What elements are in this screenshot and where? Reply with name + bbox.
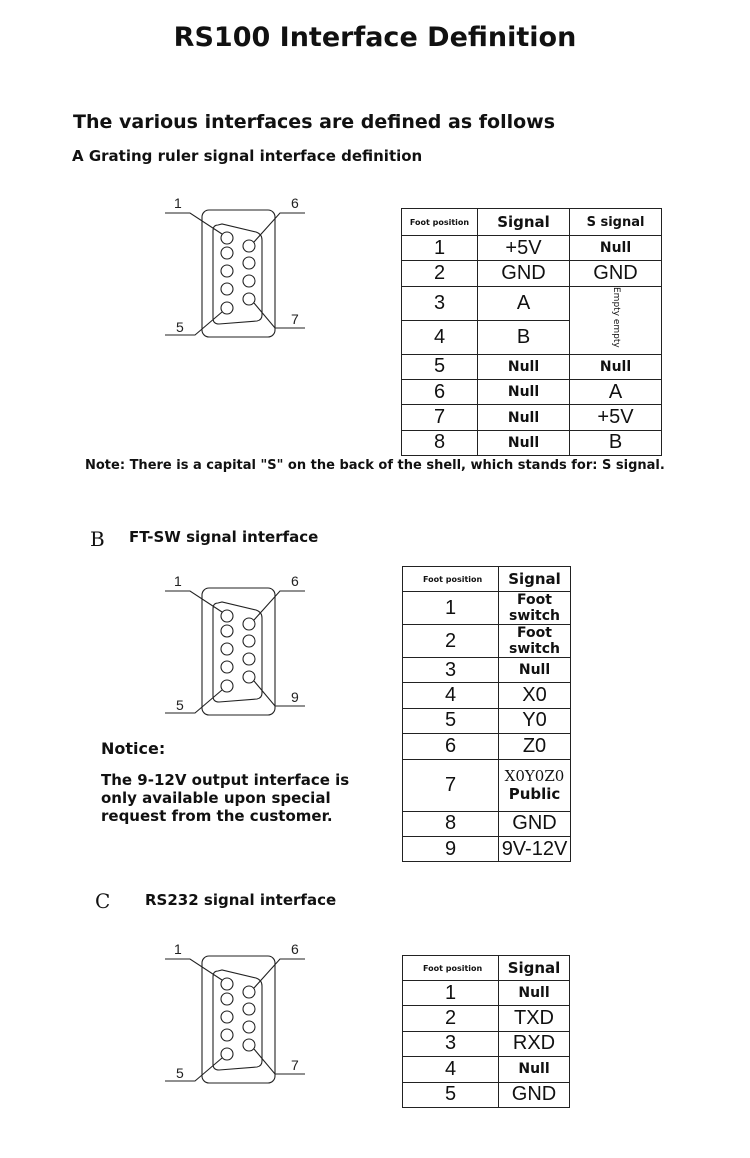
signal-cell: GND <box>499 1082 570 1107</box>
signal-cell: GND <box>499 811 571 836</box>
table-row <box>402 430 662 455</box>
signal-cell: Null <box>478 430 570 455</box>
pin-number: 3 <box>403 658 499 683</box>
signal-cell: 9V-12V <box>499 836 571 861</box>
notice-title: Notice: <box>101 739 166 758</box>
section-c-letter: C <box>95 889 111 913</box>
signal-cell: Foot switch <box>499 592 571 625</box>
signal-cell: Z0 <box>499 734 571 759</box>
pin-hole <box>243 293 255 305</box>
pin-hole <box>243 275 255 287</box>
pin-hole <box>243 671 255 683</box>
db9-connector-diagram-c <box>160 936 310 1086</box>
pin-label: 6 <box>291 573 299 589</box>
pin-number: 2 <box>402 261 478 286</box>
signal-cell: A <box>478 286 570 320</box>
pin-hole <box>221 661 233 673</box>
s-signal-cell: Null <box>570 236 662 261</box>
pin-hole <box>243 635 255 647</box>
connector-d-face <box>213 970 262 1070</box>
table-row <box>403 1031 570 1056</box>
notice-body: The 9-12V output interface is only available upon special request from the customer. <box>101 771 350 825</box>
signal-cell: Null <box>499 658 571 683</box>
table-row <box>403 836 571 861</box>
pin-hole <box>243 653 255 665</box>
pin-label: 5 <box>176 319 184 335</box>
pin-hole <box>243 1039 255 1051</box>
pin-number: 6 <box>402 379 478 404</box>
pin-hole <box>221 1011 233 1023</box>
pin-hole <box>221 1048 233 1060</box>
header-signal: Signal <box>499 567 571 592</box>
header-signal: Signal <box>499 956 570 981</box>
pin-hole <box>221 1029 233 1041</box>
header-s-signal: S signal <box>570 209 662 236</box>
pin-hole <box>221 625 233 637</box>
pin-label: 5 <box>176 697 184 713</box>
s-signal-cell: A <box>570 379 662 404</box>
signal-cell: B <box>478 320 570 354</box>
pin-number: 1 <box>402 236 478 261</box>
pin-label: 6 <box>291 195 299 211</box>
pin-hole <box>243 240 255 252</box>
table-row <box>403 658 571 683</box>
db9-connector-diagram-b <box>160 568 310 718</box>
signal-cell: TXD <box>499 1006 570 1031</box>
section-b-letter: B <box>90 527 105 551</box>
signal-cell: RXD <box>499 1031 570 1056</box>
table-row <box>403 1057 570 1082</box>
signal-line: Public <box>508 785 561 804</box>
table-row <box>403 811 571 836</box>
connector-d-face <box>213 224 262 324</box>
pin-hole <box>221 265 233 277</box>
pin-label: 5 <box>176 1065 184 1081</box>
signal-cell: X0 <box>499 683 571 708</box>
pin-table-a <box>401 208 662 456</box>
pin-label: 6 <box>291 941 299 957</box>
table-row <box>403 759 571 811</box>
pin-number: 1 <box>403 592 499 625</box>
pin-label: 1 <box>174 195 182 211</box>
s-signal-cell: B <box>570 430 662 455</box>
pin-number: 4 <box>403 1057 499 1082</box>
pin-hole <box>243 1003 255 1015</box>
table-row <box>402 236 662 261</box>
pin-label: 1 <box>174 573 182 589</box>
signal-cell: Null <box>499 1057 570 1082</box>
pin-number: 2 <box>403 1006 499 1031</box>
table-row <box>402 286 662 320</box>
pin-number: 9 <box>403 836 499 861</box>
table-row <box>403 734 571 759</box>
pin-number: 6 <box>403 734 499 759</box>
table-row <box>403 708 571 733</box>
intro-heading: The various interfaces are defined as follows <box>73 111 556 133</box>
signal-cell: Foot switch <box>499 625 571 658</box>
pin-hole <box>221 283 233 295</box>
pin-number: 1 <box>403 981 499 1006</box>
pin-number: 8 <box>402 430 478 455</box>
pin-number: 5 <box>403 1082 499 1107</box>
pin-hole <box>243 257 255 269</box>
pin-number: 7 <box>402 405 478 430</box>
s-signal-cell: +5V <box>570 405 662 430</box>
signal-cell: GND <box>478 261 570 286</box>
table-row <box>402 261 662 286</box>
pin-label: 7 <box>291 311 299 327</box>
pin-hole <box>221 978 233 990</box>
pin-hole <box>221 302 233 314</box>
pin-number: 4 <box>403 683 499 708</box>
pin-hole <box>221 993 233 1005</box>
pin-number: 3 <box>403 1031 499 1056</box>
empty-label: Empty empty <box>611 286 621 348</box>
pin-number: 8 <box>403 811 499 836</box>
pin-table-b <box>402 566 571 862</box>
pin-number: 7 <box>403 759 499 811</box>
table-row <box>402 379 662 404</box>
pin-number: 4 <box>402 320 478 354</box>
pin-label: 1 <box>174 941 182 957</box>
signal-cell: Null <box>478 354 570 379</box>
signal-cell <box>499 759 571 811</box>
page-title: RS100 Interface Definition <box>173 22 577 53</box>
header-signal: Signal <box>478 209 570 236</box>
header-foot-position: Foot position <box>403 567 499 592</box>
section-b-heading: FT-SW signal interface <box>129 528 319 546</box>
pin-hole <box>221 610 233 622</box>
signal-cell: Null <box>478 379 570 404</box>
pin-hole <box>221 643 233 655</box>
signal-cell: Null <box>478 405 570 430</box>
table-row <box>403 981 570 1006</box>
signal-cell: Null <box>499 981 570 1006</box>
table-row <box>403 1082 570 1107</box>
header-foot-position: Foot position <box>403 956 499 981</box>
pin-number: 5 <box>403 708 499 733</box>
pin-hole <box>221 232 233 244</box>
section-c-heading: RS232 signal interface <box>145 891 337 909</box>
pin-label: 9 <box>291 689 299 705</box>
s-signal-note: Note: There is a capital "S" on the back of the shell, which stands for: S signal. <box>85 458 665 473</box>
db9-connector-diagram-a <box>160 190 310 340</box>
pin-hole <box>243 986 255 998</box>
table-row <box>403 683 571 708</box>
signal-line: X0Y0Z0 <box>504 767 565 786</box>
pin-label: 7 <box>291 1057 299 1073</box>
s-signal-cell: GND <box>570 261 662 286</box>
pin-number: 5 <box>402 354 478 379</box>
s-signal-merged-cell <box>570 286 662 354</box>
pin-table-c <box>402 955 570 1108</box>
signal-cell: Y0 <box>499 708 571 733</box>
pin-hole <box>243 618 255 630</box>
pin-number: 3 <box>402 286 478 320</box>
pin-hole <box>243 1021 255 1033</box>
table-row <box>402 405 662 430</box>
table-row <box>403 1006 570 1031</box>
pin-hole <box>221 680 233 692</box>
table-row <box>403 592 571 625</box>
s-signal-cell: Null <box>570 354 662 379</box>
table-row <box>402 354 662 379</box>
signal-cell: +5V <box>478 236 570 261</box>
connector-d-face <box>213 602 262 702</box>
section-a-heading: A Grating ruler signal interface definition <box>72 147 423 165</box>
pin-hole <box>221 247 233 259</box>
pin-number: 2 <box>403 625 499 658</box>
table-row <box>403 625 571 658</box>
header-foot-position: Foot position <box>402 209 478 236</box>
